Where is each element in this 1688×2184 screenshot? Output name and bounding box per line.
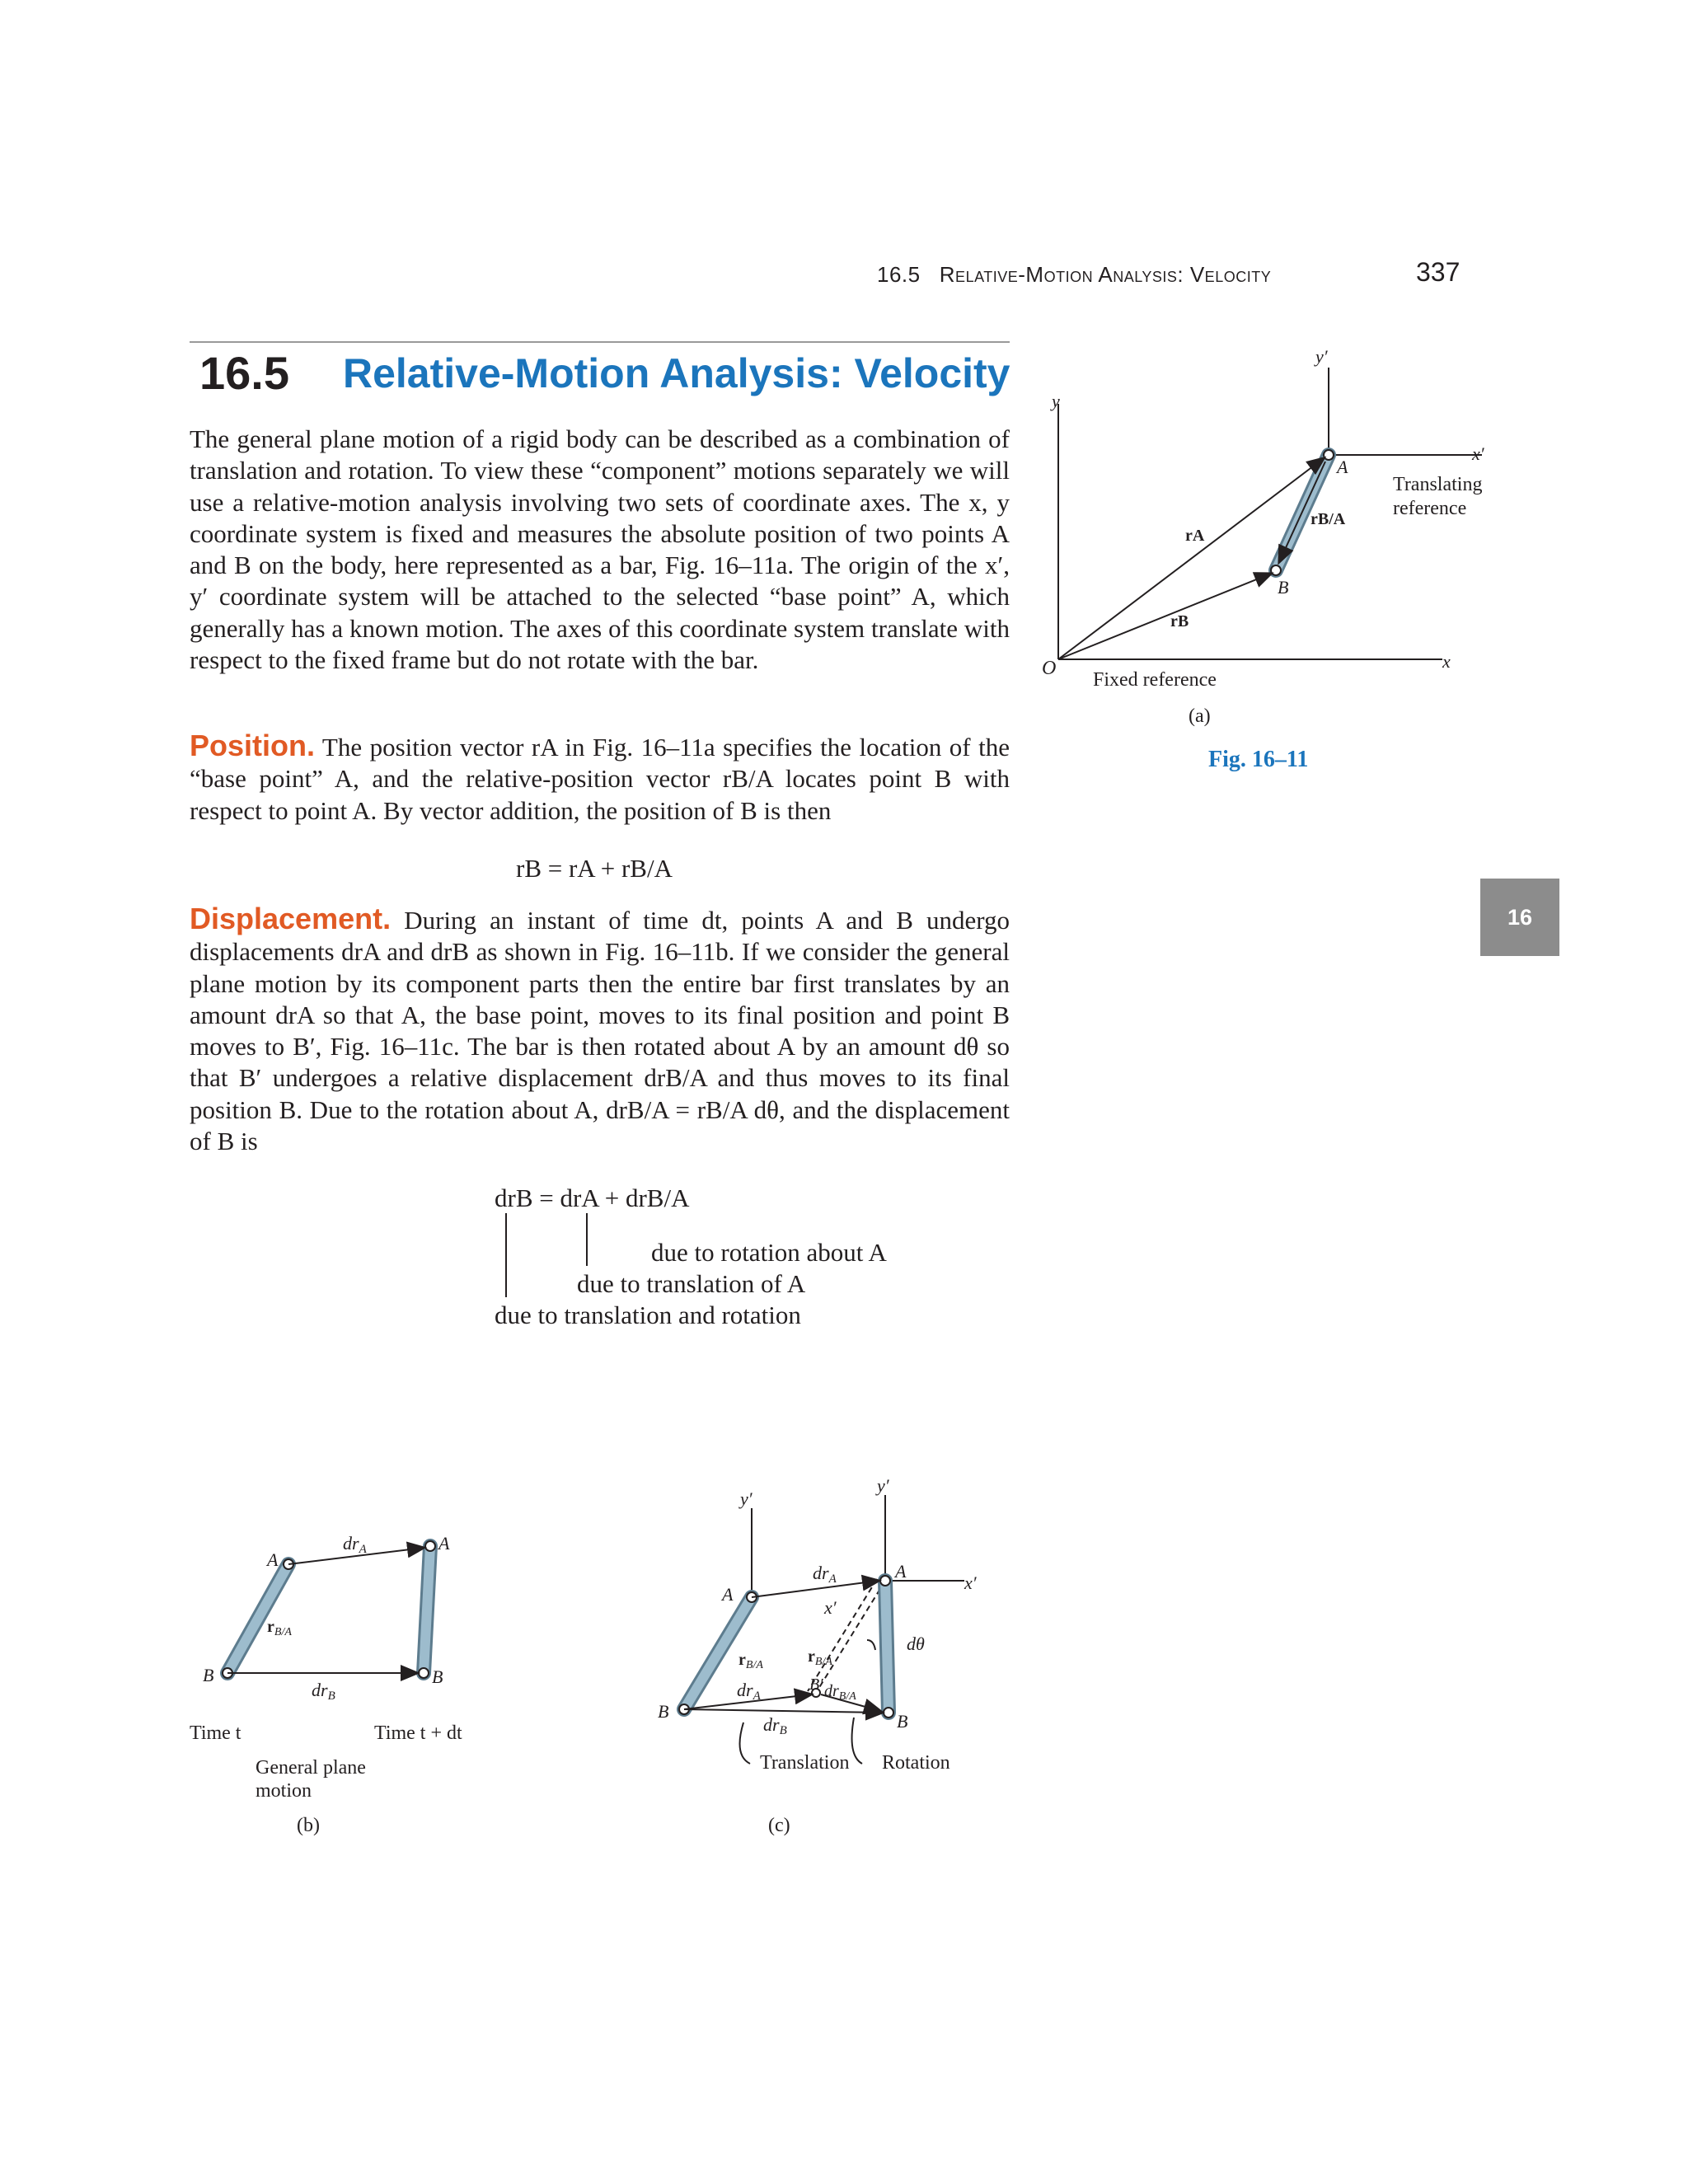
label-y: y: [1052, 391, 1060, 411]
annotation-rotation: due to rotation about A: [651, 1238, 887, 1267]
label-x: x: [1442, 651, 1451, 672]
vector-rb: [1058, 574, 1271, 659]
svg-text:B: B: [897, 1711, 908, 1732]
position-heading: Position.: [190, 729, 315, 762]
figure-b: [185, 1516, 531, 1871]
svg-text:drB: drB: [763, 1714, 787, 1737]
svg-text:A: A: [895, 1561, 907, 1582]
annotation-translation: due to translation of A: [577, 1269, 806, 1298]
fixed-reference: Fixed reference: [1093, 669, 1217, 691]
svg-text:x′: x′: [824, 1597, 837, 1618]
translating-reference-2: reference: [1393, 498, 1467, 519]
svg-text:A: A: [267, 1549, 279, 1570]
svg-text:dθ: dθ: [907, 1633, 925, 1654]
label-a: A: [1337, 457, 1348, 477]
intro-paragraph: The general plane motion of a rigid body can be described as a combination of translation and rotation. To view these “component” motions separately we will use a relative-motion analysis involving two sets of coordinate axes. The x, y coordinate system is fixed and measures the absolute position of two points A and B on the body, here represented as a bar, Fig. 16–11a. The origin of the x′, y′ coordinate system will be attached to the selected “base point” A, which generally has a known motion. The axes of this coordinate system translate with respect to the fixed frame but do not rotate with the bar.: [190, 424, 1010, 675]
displacement-text: During an instant of time dt, points A and B undergo displacements drA and drB as shown in Fig. 16–11b. If we consider the general plane motion by its component parts then the entire bar first translates by an amount drA so that A, the base point, moves to its final position and point B moves to B′, Fig. 16–11c. The bar is then rotated about A by an amount dθ so that B′ undergoes a relative displacement drB/A and thus moves to its final position B. Due to the rotation about A, drB/A = rB/A dθ, and the displacement of B is: [190, 906, 1010, 1156]
general-plane-motion-1: General plane: [256, 1757, 366, 1779]
svg-text:y′: y′: [877, 1475, 889, 1496]
position-paragraph: [190, 730, 1010, 827]
chapter-tab: 16: [1480, 879, 1559, 956]
svg-text:rB/A: $r_{B/A}$: [808, 1647, 832, 1668]
figure-a-label: (a): [1189, 705, 1211, 727]
general-plane-motion-2: motion: [256, 1780, 312, 1802]
svg-text:drB: drB: [312, 1680, 335, 1703]
displacement-heading: Displacement.: [190, 902, 392, 935]
label-ra: rA: [1185, 527, 1205, 545]
page-number: 337: [1416, 257, 1461, 287]
point-a-pin: [1324, 450, 1334, 460]
figure-b-label: (b): [297, 1815, 320, 1836]
svg-text:B: B: [432, 1666, 443, 1687]
figure-a: [1030, 338, 1525, 733]
svg-text:drA: drA: [343, 1533, 367, 1556]
time-t-dt: Time t + dt: [374, 1722, 462, 1744]
point-b-pin: [1271, 565, 1281, 575]
label-rb: rB: [1170, 612, 1189, 630]
rotation-label: Rotation: [882, 1752, 950, 1774]
running-head-section: 16.5: [877, 262, 921, 287]
running-head-title: Relative-Motion Analysis: Velocity: [939, 262, 1272, 287]
label-x-prime: x′: [1472, 443, 1484, 464]
translation-label: Translation: [760, 1752, 850, 1774]
figure-c-label: (c): [768, 1815, 790, 1836]
svg-text:rB/A: $r_{B/A}$: [267, 1618, 292, 1638]
time-t: Time t: [190, 1722, 241, 1744]
displacement-equation: drB = drA + drB/A: [495, 1183, 690, 1212]
svg-text:drA: drA: [813, 1563, 837, 1586]
label-rba: rB/A: [1311, 510, 1346, 528]
svg-text:A: A: [722, 1584, 734, 1605]
figure-c: [651, 1475, 1014, 1863]
label-origin: O: [1042, 658, 1057, 679]
svg-text:B′: B′: [809, 1675, 823, 1694]
position-text: The position vector rA in Fig. 16–11a specifies the location of the “base point” A, and the relative-position vector rB/A locates point B with respect to point A. By vector addition, the position of B is then: [190, 733, 1010, 825]
position-equation: rB = rA + rB/A: [516, 854, 673, 883]
section-rule: [190, 341, 1010, 343]
translating-reference-1: Translating: [1393, 474, 1483, 495]
svg-text:rB/A: $r_{B/A}$: [738, 1651, 763, 1671]
svg-text:drB/A: $dr_{B/A}$: [824, 1682, 856, 1703]
section-title: Relative-Motion Analysis: Velocity: [343, 350, 1010, 396]
figure-caption: Fig. 16–11: [1208, 747, 1309, 772]
section-number: 16.5: [199, 347, 289, 399]
displacement-paragraph: [190, 903, 1010, 1157]
running-head: [877, 262, 1271, 288]
annotation-both: due to translation and rotation: [495, 1301, 801, 1329]
svg-text:B: B: [203, 1665, 214, 1685]
svg-text:drA: drA: [737, 1680, 761, 1703]
svg-text:B: B: [658, 1701, 669, 1722]
svg-text:A: A: [438, 1533, 450, 1554]
label-y-prime: y′: [1315, 346, 1328, 367]
svg-text:x′: x′: [964, 1572, 977, 1593]
svg-text:y′: y′: [740, 1488, 753, 1509]
label-b: B: [1278, 577, 1289, 598]
